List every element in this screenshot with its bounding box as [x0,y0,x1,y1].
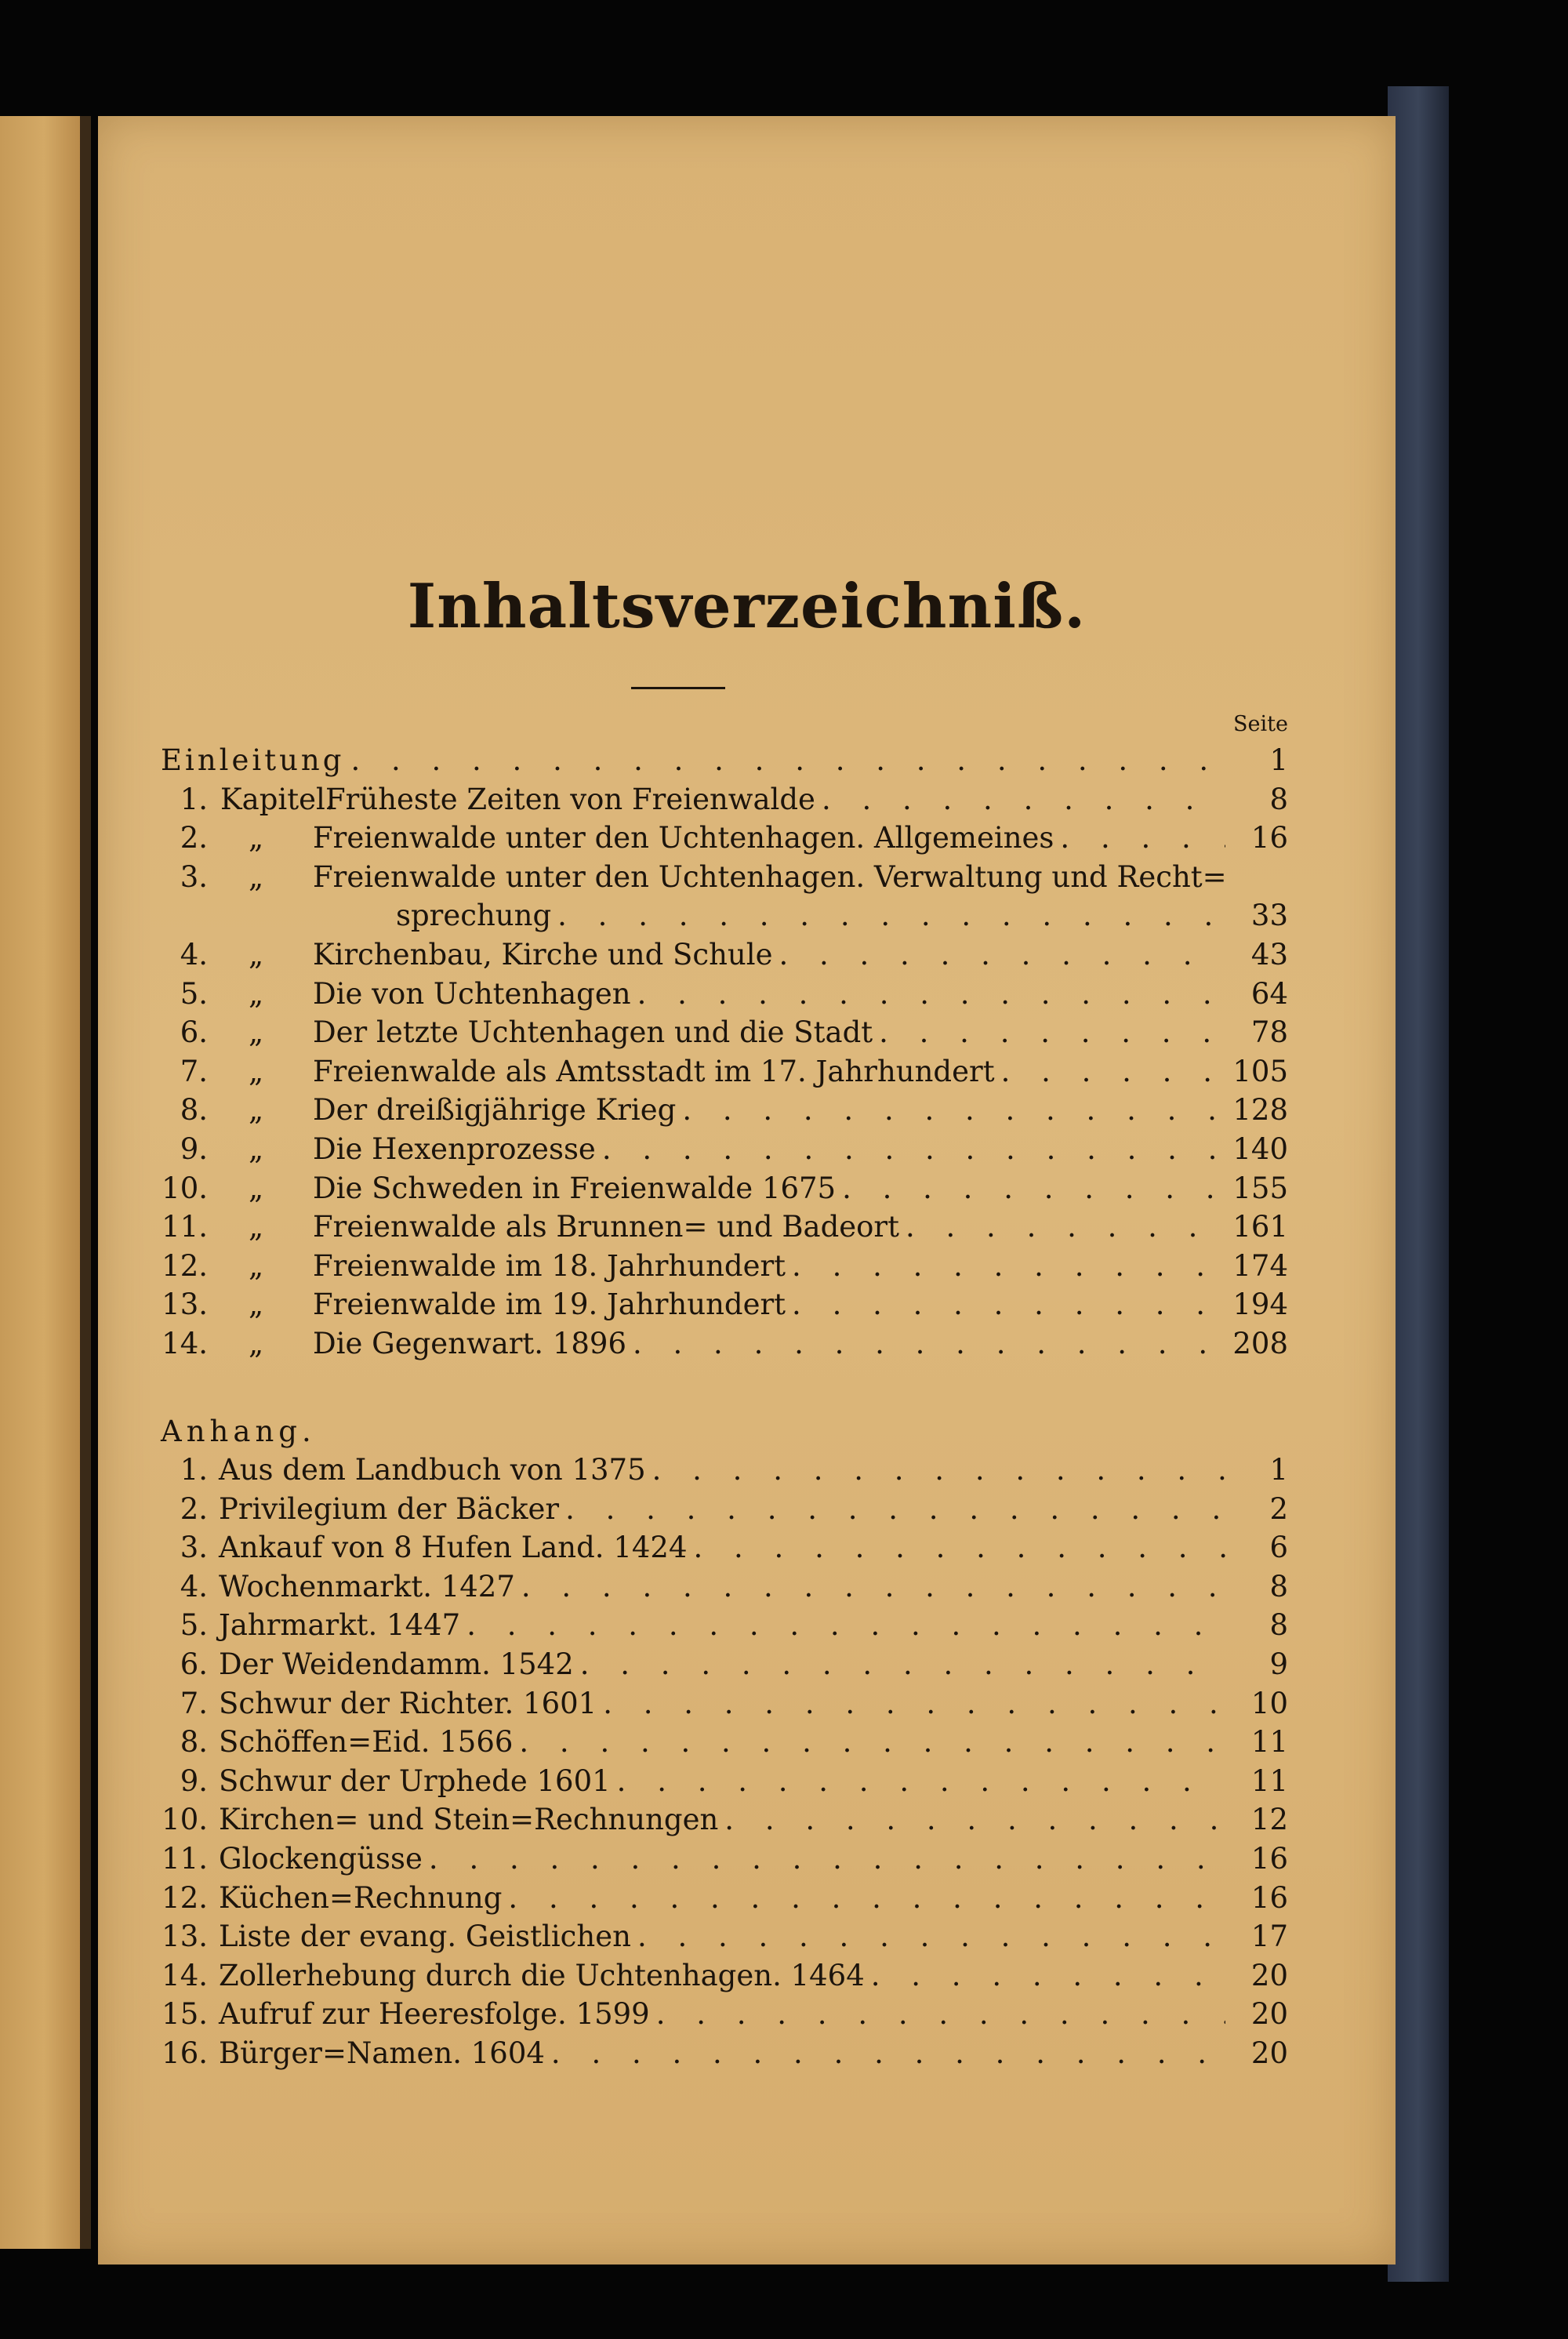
row-title: Früheste Zeiten von Freienwalde [325,782,815,816]
toc-row-kapitel-6[interactable] [161,1015,1288,1055]
leader-dots [515,1570,1225,1604]
book-cover-edge [1388,86,1449,2282]
toc-row-kapitel-10[interactable] [161,1171,1288,1211]
leader-dots [344,743,1225,777]
row-title: Der letzte Uchtenhagen und die Stadt [313,1015,873,1050]
toc-row-anhang-8[interactable] [161,1725,1288,1764]
einleitung-page: 1 [1269,743,1288,777]
row-number: 14. [162,1958,208,1992]
toc-row-anhang-13[interactable] [161,1920,1288,1959]
row-page: 43 [1250,937,1288,972]
row-page: 8 [1269,1569,1288,1604]
leader-dots [423,1842,1225,1876]
row-title: Liste der evang. Geistlichen [219,1920,631,1954]
row-number: 3. [180,859,208,894]
toc-row-anhang-15[interactable] [161,1997,1288,2036]
leader-dots [772,938,1225,972]
row-page: 1 [1269,1453,1288,1487]
row-title: Freienwalde als Amtsstadt im 17. Jahrhundert [313,1054,995,1088]
leader-dots [718,1803,1225,1836]
title-rule [631,687,725,689]
row-title: Aus dem Landbuch von 1375 [219,1453,646,1487]
toc-row-anhang-1[interactable] [161,1453,1288,1492]
leader-dots [688,1531,1226,1564]
row-prefix: „ [249,1015,264,1050]
row-title: Schöffen=Eid. 1566 [219,1725,514,1760]
row-title: Wochenmarkt. 1427 [219,1569,515,1604]
row-page: 20 [1250,1997,1288,2032]
row-page: 9 [1269,1647,1288,1682]
toc-row-kapitel-1[interactable] [161,783,1288,822]
leader-dots [460,1608,1225,1642]
row-number: 11. [162,1842,208,1876]
section-gap [161,1366,1288,1415]
row-title: Freienwalde im 19. Jahrhundert [313,1288,786,1322]
toc-row-kapitel-3-cont[interactable] [161,899,1288,938]
row-page: 20 [1250,1958,1288,1992]
row-prefix: „ [249,1326,264,1360]
row-number: 13. [162,1920,208,1954]
leader-dots [611,1764,1225,1798]
toc-row-anhang-3[interactable] [161,1531,1288,1570]
toc-row-anhang-16[interactable] [161,2036,1288,2076]
row-page: 155 [1232,1171,1288,1205]
row-prefix: „ [249,1093,264,1128]
seite-header: Seite [1233,712,1288,736]
leader-dots [815,783,1225,816]
row-number: 9. [180,1131,208,1166]
row-page: 17 [1250,1920,1288,1954]
row-number: 5. [180,1608,208,1643]
leader-dots [786,1288,1225,1321]
row-title: Der Weidendamm. 1542 [219,1647,574,1682]
toc-row-kapitel-5[interactable] [161,977,1288,1016]
row-page: 208 [1232,1326,1288,1360]
row-number: 10. [162,1171,208,1205]
leader-dots [513,1725,1225,1759]
row-title-continuation: sprechung [396,899,552,933]
leader-dots [574,1647,1225,1681]
row-prefix: „ [249,1131,264,1166]
row-number: 7. [180,1686,208,1720]
row-number: 1. [180,1453,208,1487]
row-title: Freienwalde unter den Uchtenhagen. Allgemeines [313,821,1054,855]
anhang-label: Anhang. [161,1414,316,1448]
row-number: 2. [180,1491,208,1526]
row-number: 14. [162,1326,208,1360]
row-prefix: „ [249,1288,264,1322]
row-number: 10. [162,1803,208,1837]
leader-dots [786,1249,1225,1283]
row-page: 140 [1232,1131,1288,1166]
row-number: 15. [162,1997,208,2032]
row-page: 174 [1232,1248,1288,1283]
row-title: Schwur der Richter. 1601 [219,1686,597,1720]
row-prefix: Kapitel. [220,782,335,816]
row-number: 5. [180,976,208,1011]
toc-row-anhang-6[interactable] [161,1647,1288,1687]
toc-row-kapitel-13[interactable] [161,1288,1288,1327]
row-prefix: „ [249,821,264,855]
toc-row-kapitel-9[interactable] [161,1132,1288,1171]
row-title: Zollerhebung durch die Uchtenhagen. 1464 [219,1958,865,1992]
row-title: Die Gegenwart. 1896 [313,1326,626,1360]
row-prefix: „ [249,1171,264,1205]
row-page: 11 [1250,1725,1288,1760]
row-number: 12. [162,1248,208,1283]
row-title: Ankauf von 8 Hufen Land. 1424 [219,1531,688,1565]
row-title: Glockengüsse [219,1842,423,1876]
row-page: 20 [1250,2036,1288,2070]
leader-dots [626,1327,1225,1360]
row-number: 6. [180,1015,208,1050]
leader-dots [1054,821,1225,855]
row-page: 16 [1250,1880,1288,1915]
row-number: 2. [180,821,208,855]
leader-dots [995,1055,1225,1088]
leader-dots [873,1015,1225,1049]
row-page: 8 [1269,1608,1288,1643]
row-title: Jahrmarkt. 1447 [219,1608,461,1643]
row-title: Die Schweden in Freienwalde 1675 [313,1171,837,1205]
toc-row-kapitel-2[interactable] [161,821,1288,860]
row-prefix: „ [249,976,264,1011]
row-title: Freienwalde unter den Uchtenhagen. Verwaltung und Recht= [313,859,1227,894]
row-title: Aufruf zur Heeresfolge. 1599 [219,1997,650,2032]
leader-dots [631,977,1225,1011]
row-page: 8 [1269,782,1288,816]
left-page-edge [0,116,91,2249]
toc-row-kapitel-11[interactable] [161,1210,1288,1249]
leader-dots [545,2036,1225,2070]
row-prefix: „ [249,859,264,894]
page-title: Inhaltsverzeichniß. [407,571,1087,642]
row-number: 1. [180,782,208,816]
row-page: 6 [1269,1531,1288,1565]
leader-dots [596,1132,1225,1166]
toc-row-kapitel-4[interactable] [161,938,1288,977]
leader-dots [899,1210,1225,1244]
row-title: Privilegium der Bäcker [219,1491,560,1526]
toc-row-kapitel-8[interactable] [161,1093,1288,1132]
row-title: Bürger=Namen. 1604 [219,2036,545,2070]
row-page: 16 [1250,821,1288,855]
book-page [98,116,1396,2265]
leader-dots [676,1093,1225,1127]
row-title: Kirchenbau, Kirche und Schule [313,937,773,972]
row-page: 78 [1250,1015,1288,1050]
row-title: Der dreißigjährige Krieg [313,1093,677,1128]
row-page: 10 [1250,1686,1288,1720]
leader-dots [597,1687,1225,1720]
row-page: 105 [1232,1054,1288,1088]
toc-row-einleitung[interactable] [161,743,1288,783]
row-page: 16 [1250,1842,1288,1876]
leader-dots [631,1920,1225,1953]
toc-row-anhang-2[interactable] [161,1492,1288,1531]
row-number: 4. [180,937,208,972]
row-number: 7. [180,1054,208,1088]
row-number: 16. [162,2036,208,2070]
row-title: Die Hexenprozesse [313,1131,596,1166]
row-number: 8. [180,1725,208,1760]
toc-row-kapitel-7[interactable] [161,1055,1288,1094]
einleitung-label: Einleitung [161,743,345,777]
row-prefix: „ [249,1054,264,1088]
row-page: 12 [1250,1803,1288,1837]
row-title: Schwur der Urphede 1601 [219,1763,611,1798]
row-page: 2 [1269,1491,1288,1526]
row-number: 9. [180,1763,208,1798]
row-page: 194 [1232,1288,1288,1322]
leader-dots [650,1997,1225,2031]
toc-row-anhang-7[interactable] [161,1687,1288,1726]
row-prefix: „ [249,1210,264,1244]
row-number: 12. [162,1880,208,1915]
anhang-heading [161,1415,1288,1454]
leader-dots [551,899,1225,932]
row-page: 11 [1250,1763,1288,1798]
toc-row-anhang-14[interactable] [161,1959,1288,1998]
toc-row-anhang-9[interactable] [161,1764,1288,1803]
row-number: 6. [180,1647,208,1682]
toc-row-kapitel-12[interactable] [161,1249,1288,1288]
toc [161,743,1288,2076]
row-page: 128 [1232,1093,1288,1128]
row-title: Freienwalde im 18. Jahrhundert [313,1248,786,1283]
leader-dots [646,1453,1225,1487]
toc-row-anhang-5[interactable] [161,1608,1288,1647]
row-number: 3. [180,1531,208,1565]
toc-row-kapitel-3[interactable] [161,860,1288,899]
row-title: Küchen=Rechnung [219,1880,503,1915]
row-title: Freienwalde als Brunnen= und Badeort [313,1210,899,1244]
row-title: Kirchen= und Stein=Rechnungen [219,1803,719,1837]
row-number: 11. [162,1210,208,1244]
toc-row-anhang-11[interactable] [161,1842,1288,1881]
row-page: 161 [1232,1210,1288,1244]
row-prefix: „ [249,1248,264,1283]
toc-row-anhang-12[interactable] [161,1881,1288,1920]
row-title: Die von Uchtenhagen [313,976,631,1011]
row-number: 8. [180,1093,208,1128]
row-number: 13. [162,1288,208,1322]
leader-dots [559,1492,1225,1526]
leader-dots [865,1959,1225,1992]
row-prefix: „ [249,937,264,972]
row-page: 64 [1250,976,1288,1011]
toc-row-kapitel-14[interactable] [161,1327,1288,1366]
leader-dots [502,1881,1225,1915]
row-page: 33 [1250,899,1288,933]
toc-row-anhang-10[interactable] [161,1803,1288,1842]
toc-row-anhang-4[interactable] [161,1570,1288,1609]
leader-dots [836,1171,1225,1205]
row-number: 4. [180,1569,208,1604]
